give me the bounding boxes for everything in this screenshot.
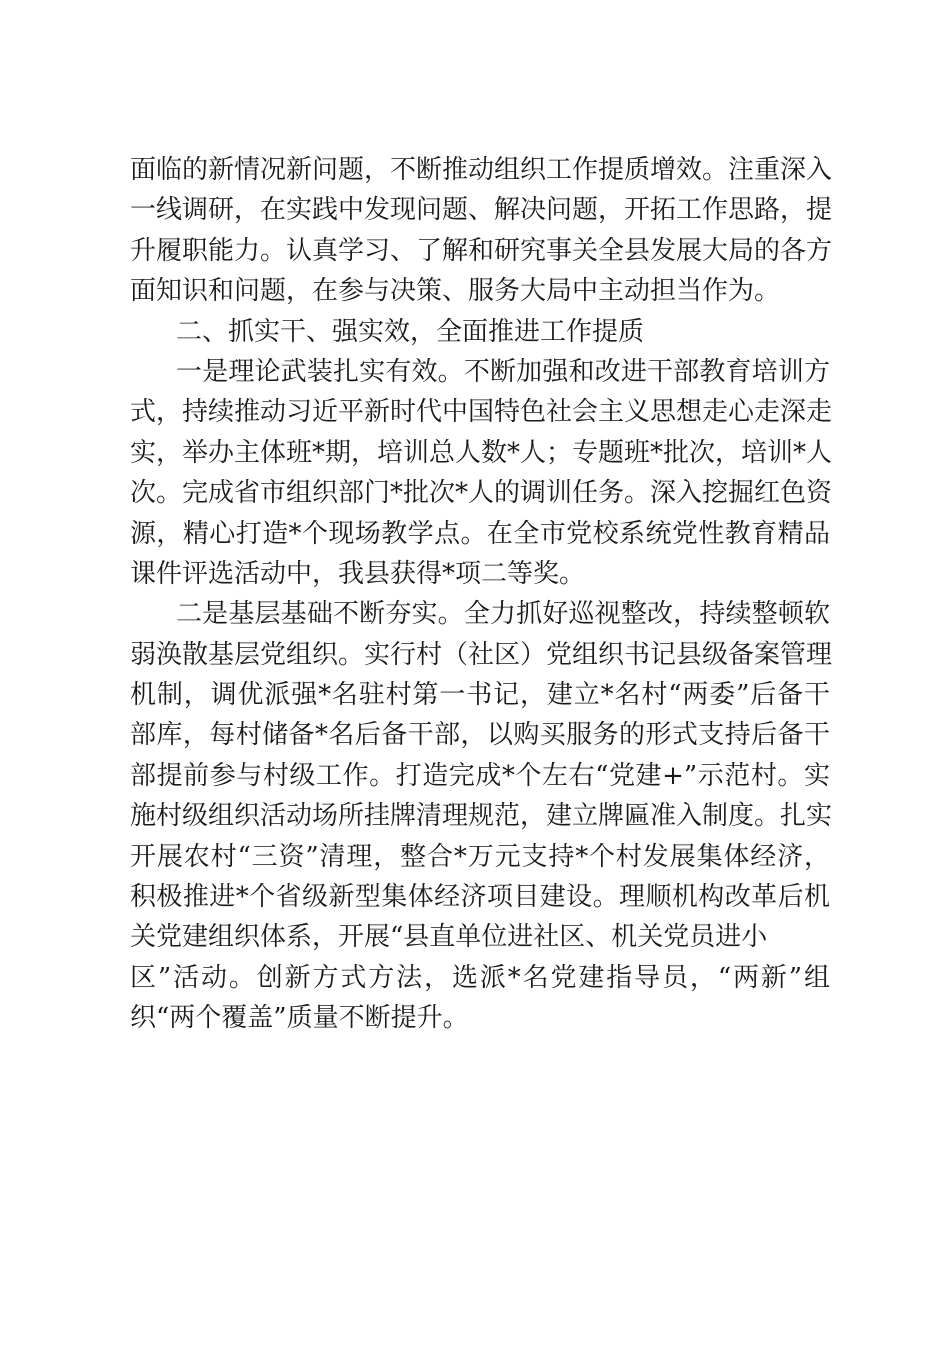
paragraph-2-line-4: 次。完成省市组织部门*批次*人的调训任务。深入挖掘红色资 [130, 478, 833, 509]
document-body [130, 150, 833, 1039]
paragraph-3-line-6: 施村级组织活动场所挂牌清理规范，建立牌匾准入制度。扎实 [130, 801, 833, 832]
paragraph-3-line-3: 机制，调优派强*名驻村第一书记，建立*名村“两委”后备干 [130, 680, 830, 711]
paragraph-2-line-6: 课件评选活动中，我县获得*项二等奖。 [130, 558, 586, 589]
paragraph-3-line-5: 部提前参与村级工作。打造完成*个左右“党建+”示范村。实 [130, 760, 830, 791]
paragraph-3-line-11: 织“两个覆盖”质量不断提升。 [130, 1003, 469, 1034]
section-heading: 二、抓实干、强实效，全面推进工作提质 [176, 316, 645, 347]
paragraph-2-line-2: 式，持续推动习近平新时代中国特色社会主义思想走心走深走 [130, 397, 833, 428]
paragraph-3-line-2: 弱涣散基层党组织。实行村（社区）党组织书记县级备案管理 [130, 639, 833, 670]
paragraph-3-line-8: 积极推进*个省级新型集体经济项目建设。理顺机构改革后机 [130, 882, 830, 913]
paragraph-3-line-1: 二是基层基础不断夯实。全力抓好巡视整改，持续整顿软 [176, 599, 830, 630]
paragraph-3-line-7: 开展农村“三资”清理，整合*万元支持*个村发展集体经济， [130, 841, 830, 872]
paragraph-3-line-9: 关党建组织体系，开展“县直单位进社区、机关党员进小 [130, 922, 768, 953]
paragraph-2-line-1: 一是理论武装扎实有效。不断加强和改进干部教育培训方 [176, 356, 830, 387]
paragraph-1-line-4: 面知识和问题，在参与决策、服务大局中主动担当作为。 [130, 276, 781, 307]
paragraph-1-line-2: 一线调研，在实践中发现问题、解决问题，开拓工作思路，提 [130, 195, 833, 226]
paragraph-1-line-1: 面临的新情况新问题，不断推动组织工作提质增效。注重深入 [130, 155, 833, 185]
paragraph-2-line-3: 实，举办主体班*期，培训总人数*人；专题班*批次，培训*人 [130, 437, 833, 468]
paragraph-3-line-10: 区”活动。创新方式方法，选派*名党建指导员，“两新”组 [130, 962, 830, 993]
paragraph-1-line-3: 升履职能力。认真学习、了解和研究事关全县发展大局的各方 [130, 235, 833, 266]
paragraph-3-line-4: 部库，每村储备*名后备干部，以购买服务的形式支持后备干 [130, 720, 830, 751]
paragraph-2-line-5: 源，精心打造*个现场教学点。在全市党校系统党性教育精品 [130, 518, 830, 549]
